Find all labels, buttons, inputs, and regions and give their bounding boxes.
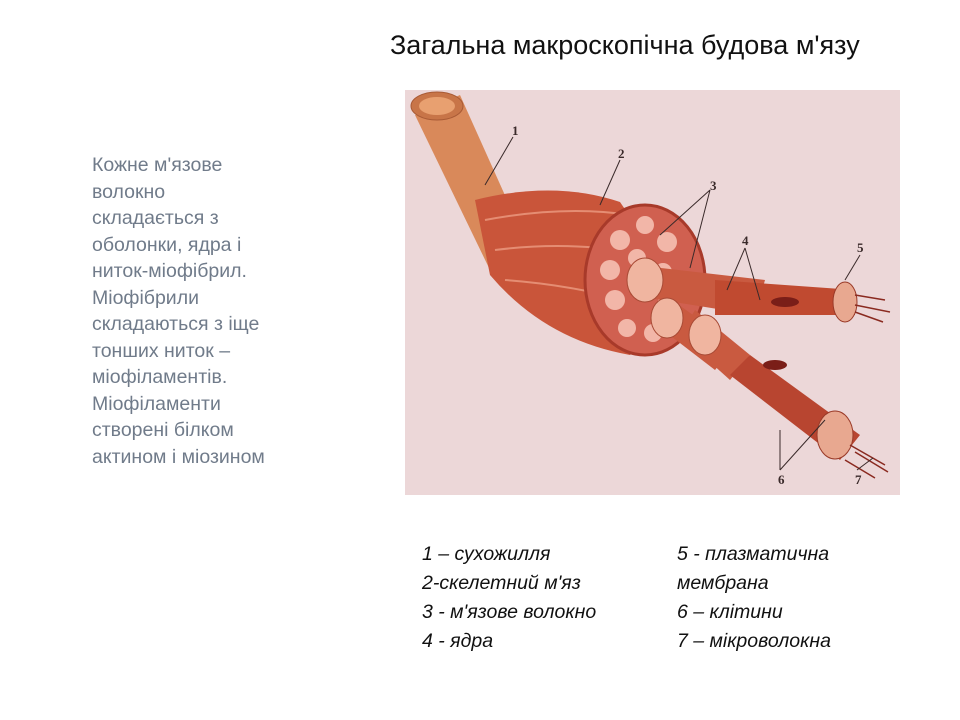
legend-right bbox=[677, 540, 831, 656]
legend-item: мембрана bbox=[677, 572, 769, 594]
description-line: актином і міозином bbox=[92, 445, 265, 468]
description-line: Міофібрили bbox=[92, 286, 199, 309]
muscle-structure-illustration bbox=[405, 90, 900, 495]
description-line: складаються з іще bbox=[92, 313, 260, 335]
nucleus bbox=[763, 360, 787, 370]
legend-item: 2-скелетний м'яз bbox=[422, 572, 581, 594]
description-line: складається з bbox=[92, 207, 219, 229]
description-line: Міофіламенти bbox=[92, 392, 221, 415]
label-1: 1 bbox=[512, 123, 519, 138]
label-2: 2 bbox=[618, 146, 625, 161]
myofibril-end bbox=[833, 282, 857, 322]
myofilaments-lower bbox=[845, 445, 888, 478]
description-line: ниток-міофібрил. bbox=[92, 260, 247, 282]
label-4: 4 bbox=[742, 233, 749, 248]
label-3: 3 bbox=[710, 178, 717, 193]
myofilaments-upper bbox=[855, 295, 890, 322]
tendon-end-inner bbox=[419, 97, 455, 115]
muscle-diagram bbox=[405, 90, 900, 495]
label-5: 5 bbox=[857, 240, 864, 255]
legend-item: 3 - м'язове волокно bbox=[422, 601, 597, 623]
description-line: Кожне м'язове bbox=[92, 154, 223, 176]
legend-left bbox=[422, 540, 596, 656]
legend-item: 7 – мікроволокна bbox=[677, 630, 831, 652]
description-line: міофіламентів. bbox=[92, 366, 228, 388]
description-line: тонших ниток – bbox=[92, 339, 231, 362]
legend-item: 4 - ядра bbox=[422, 630, 494, 652]
description-line: волокно bbox=[92, 180, 166, 203]
legend-item: 6 – клітини bbox=[677, 601, 783, 623]
description-text bbox=[92, 152, 322, 470]
legend-item: 5 - плазматична bbox=[677, 543, 830, 565]
label-7: 7 bbox=[855, 472, 862, 487]
nucleus bbox=[771, 297, 799, 307]
description-line: оболонки, ядра і bbox=[92, 233, 242, 256]
slide-title: Загальна макроскопічна будова м'язу bbox=[390, 30, 860, 60]
description-line: створені білком bbox=[92, 419, 234, 441]
myofibril-end bbox=[817, 411, 853, 459]
label-6: 6 bbox=[778, 472, 785, 487]
legend-item: 1 – сухожилля bbox=[422, 543, 551, 565]
